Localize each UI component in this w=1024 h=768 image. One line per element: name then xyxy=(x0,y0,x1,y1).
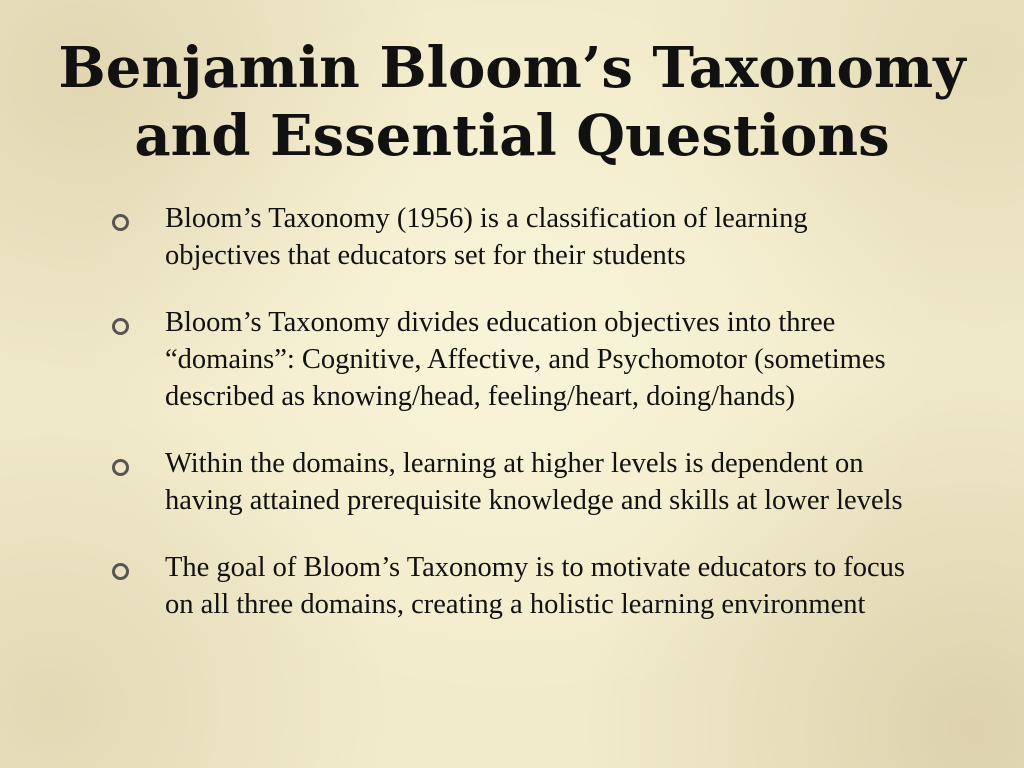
slide-title xyxy=(40,34,984,170)
bullet-text: Within the domains, learning at higher levels is dependent on having attained prerequisite knowledge and skills at lower levels xyxy=(165,448,903,516)
circle-bullet-icon xyxy=(112,563,129,580)
bullet-text: The goal of Bloom’s Taxonomy is to motivate educators to focus on all three domains, creating a holistic learning environment xyxy=(165,552,905,620)
bullet-text: Bloom’s Taxonomy divides education objectives into three “domains”: Cognitive, Affective, and Psychomotor (sometimes described as knowing/head, feeling/heart, doing/hands) xyxy=(165,307,886,412)
circle-bullet-icon xyxy=(112,214,129,231)
circle-bullet-icon xyxy=(112,318,129,335)
bullet-text: Bloom’s Taxonomy (1956) is a classification of learning objectives that educators set for their students xyxy=(165,203,808,271)
bullet-item xyxy=(112,445,912,519)
slide-title-line-2: and Essential Questions xyxy=(134,103,890,169)
bullet-item xyxy=(112,304,912,415)
slide-title-line-1: Benjamin Bloom’s Taxonomy xyxy=(58,35,966,101)
bullet-item xyxy=(112,200,912,274)
bullet-item xyxy=(112,549,912,623)
circle-bullet-icon xyxy=(112,459,129,476)
bullet-list xyxy=(112,200,912,653)
